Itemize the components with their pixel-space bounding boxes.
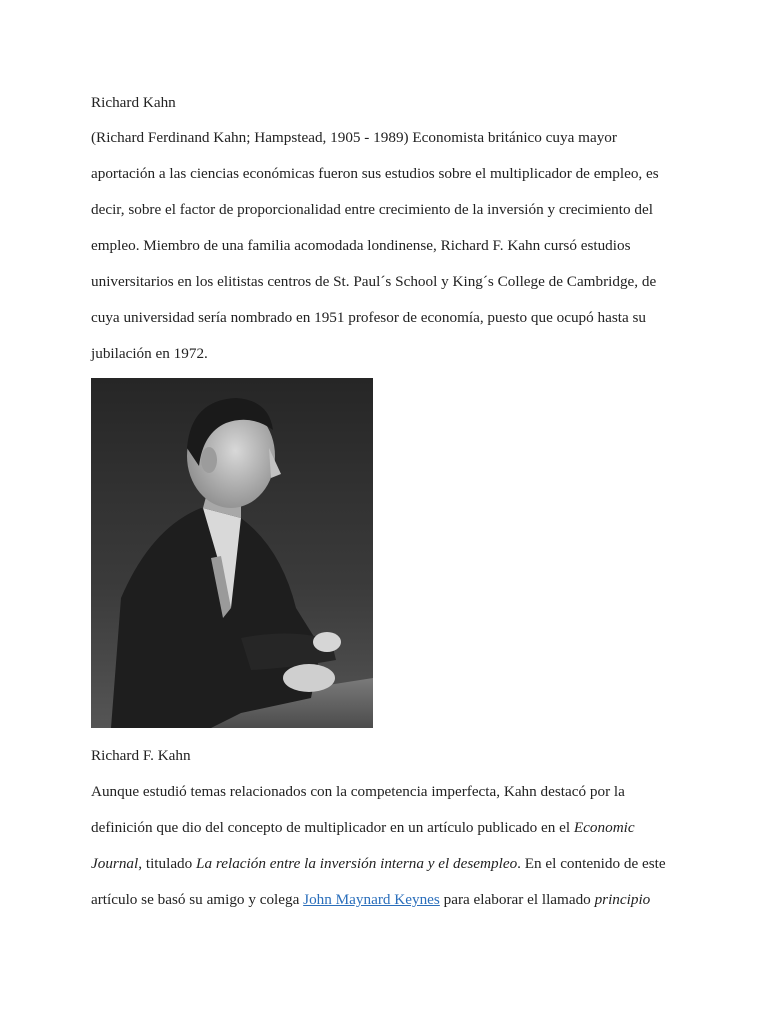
paragraph-line: empleo. Miembro de una familia acomodada londinense, Richard F. Kahn cursó estudios [91, 237, 631, 254]
portrait-illustration [91, 378, 373, 728]
principle-italic: principio [594, 891, 651, 908]
keynes-link[interactable]: John Maynard Keynes [303, 891, 440, 908]
paragraph-line: aportación a las ciencias económicas fueron sus estudios sobre el multiplicador de empleo, es [91, 165, 659, 182]
paragraph-line: jubilación en 1972. [91, 345, 208, 362]
text-run: artículo se basó su amigo y colega [91, 891, 304, 908]
journal-name-italic: Economic [573, 819, 635, 836]
text-run: , titulado [138, 855, 197, 872]
paragraph-line: Aunque estudió temas relacionados con la competencia imperfecta, Kahn destacó por la [91, 783, 625, 800]
document-title: Richard Kahn [91, 94, 176, 111]
paragraph-line [91, 810, 691, 846]
paragraph-line: universitarios en los elitistas centros de St. Paul´s School y King´s College de Cambridge, de [91, 273, 657, 290]
text-run: para elaborar el llamado [439, 891, 595, 908]
paragraph-line [91, 882, 691, 918]
text-run: definición que dio del concepto de multiplicador en un artículo publicado en el [91, 819, 574, 836]
photo-caption: Richard F. Kahn [91, 747, 191, 764]
paragraph-line [91, 846, 691, 882]
contribution-paragraph [91, 774, 691, 918]
paragraph-line: decir, sobre el factor de proporcionalidad entre crecimiento de la inversión y crecimiento del [91, 201, 653, 218]
paragraph-line: cuya universidad sería nombrado en 1951 profesor de economía, puesto que ocupó hasta su [91, 309, 647, 326]
document-page [91, 86, 691, 918]
journal-name-italic: Journal [91, 855, 139, 872]
biography-paragraph [91, 120, 691, 372]
text-run: . En el contenido de este [517, 855, 666, 872]
article-title-italic: La relación entre la inversión interna y el desempleo [196, 855, 518, 872]
paragraph-line: (Richard Ferdinand Kahn; Hampstead, 1905 - 1989) Economista británico cuya mayor [91, 129, 617, 146]
portrait-photo [91, 378, 373, 728]
